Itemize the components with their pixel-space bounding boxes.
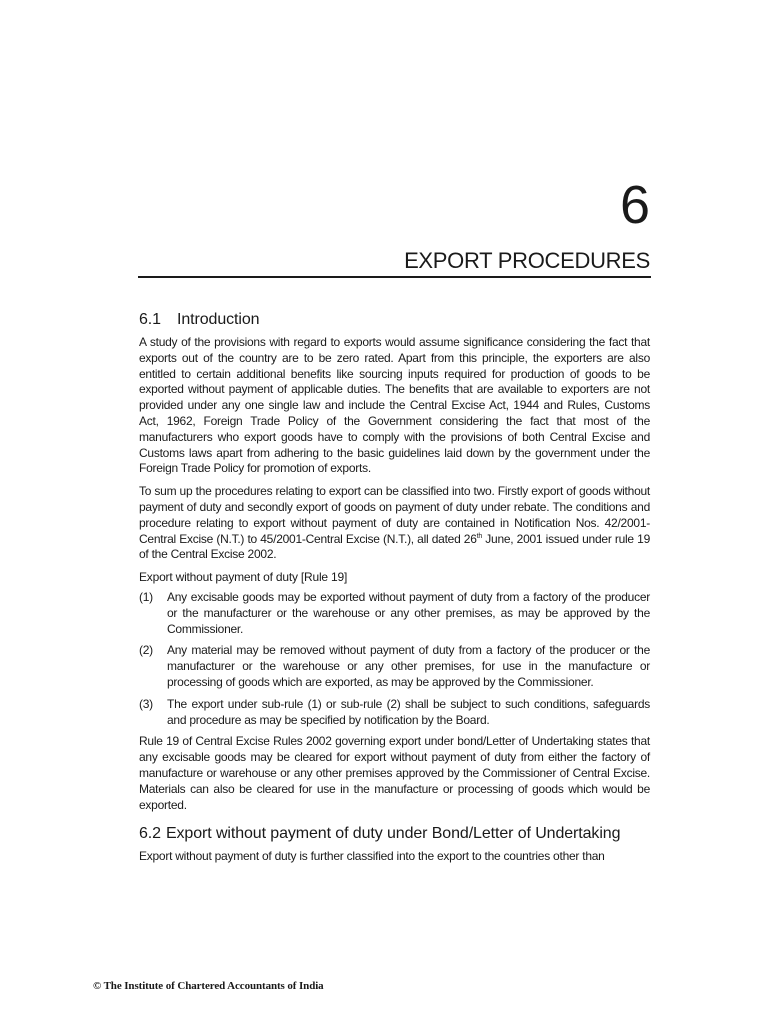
section-number: 6.2: [139, 825, 161, 843]
list-item-text: Any excisable goods may be exported without payment of duty from a factory of the producer or the manufacturer or the warehouse or any other premises, as may be approved by the Commissioner.: [167, 589, 650, 636]
list-item-text: Any material may be removed without payment of duty from a factory of the producer or the manufacturer or the warehouse or any other premises, for use in the manufacture or processing of goods which are exported, as may be approved by the Commissioner.: [167, 643, 650, 689]
list-item: [139, 697, 650, 729]
list-item: [139, 590, 650, 637]
rule-19-list: [139, 590, 650, 728]
superscript-th: th: [476, 532, 482, 540]
section-title: Introduction: [177, 311, 260, 328]
intro-paragraph-2: To sum up the procedures relating to export can be classified into two. Firstly export of goods without payment of duty and secondly export of goods on payment of duty under rebate. The conditions and procedure relating to export without payment of duty are contained in Notification Nos. 42/2001-Central Excise (N.T.) to 45/2001-Central Excise (N.T.), all dated 26th June, 2001 issued under rule 19 of the Central Excise 2002.: [139, 484, 650, 562]
title-divider: [138, 276, 651, 278]
intro-paragraph-3: Rule 19 of Central Excise Rules 2002 governing export under bond/Letter of Undertaking states that any excisable goods may be cleared for export without payment of duty from either the factory of manufacture or warehouse or any other premises approved by the Commissioner of Central Excise. Materials can also be cleared for use in the manufacture or processing of goods which would be exported.: [139, 734, 650, 812]
chapter-title: EXPORT PROCEDURES: [404, 248, 650, 273]
rule-19-subheading: Export without payment of duty [Rule 19]: [139, 570, 348, 585]
section-title: Export without payment of duty under Bond/Letter of Undertaking: [165, 825, 621, 843]
intro-paragraph-1: A study of the provisions with regard to exports would assume significance considering the fact that exports out of the country are to be zero rated. Apart from this principle, the exporters are also entitled to certain additional benefits like sourcing inputs required for production of goods to be exported without payment of applicable duties. The benefits that are available to exporters are not provided under any one single law and include the Central Excise Act, 1944 and Rules, Customs Act, 1962, Foreign Trade Policy of the Government considering the fact that most of the manufacturers who export goods have to comply with the provisions of both Central Excise and Customs laws apart from adhering to the basic guidelines laid down by the government under the Foreign Trade Policy for promotion of exports.: [139, 335, 650, 476]
bond-paragraph-1: Export without payment of duty is further classified into the export to the countries other than: [139, 849, 605, 864]
list-item-text: The export under sub-rule (1) or sub-rule (2) shall be subject to such conditions, safeguards and procedure as may be specified by notification by the Board.: [167, 696, 650, 727]
section-number: 6.1: [139, 311, 161, 328]
list-item-number: (3): [139, 696, 153, 711]
section-heading-introduction: [139, 311, 650, 329]
page-content: [139, 311, 650, 872]
section-heading-bond: [139, 825, 650, 843]
chapter-number: 6: [619, 175, 650, 235]
copyright-footer: © The Institute of Chartered Accountants of India: [93, 980, 324, 992]
list-item-number: (1): [139, 589, 153, 604]
list-item: [139, 643, 650, 690]
list-item-number: (2): [139, 643, 153, 658]
